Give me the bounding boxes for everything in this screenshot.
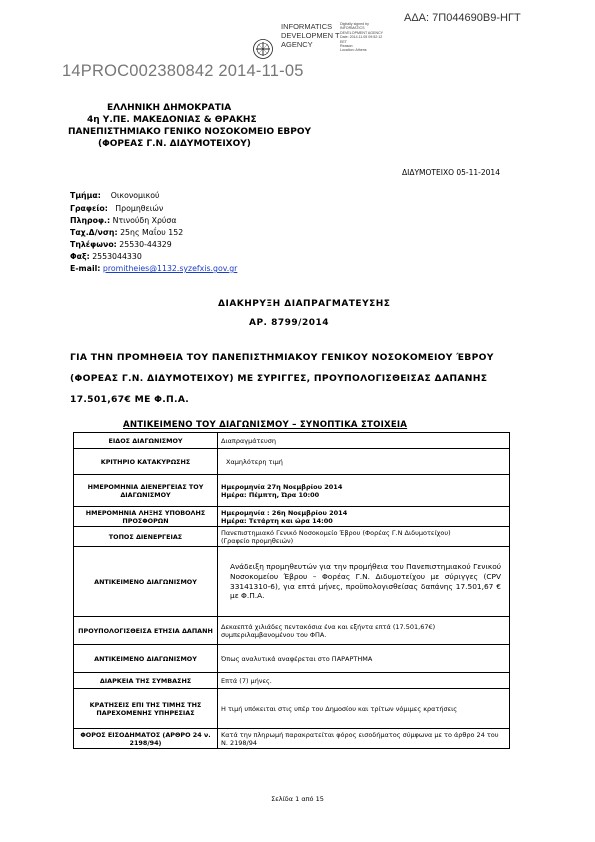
row-key: ΑΝΤΙΚΕΙΜΕΝΟ ΔΙΑΓΩΝΙΣΜΟΥ bbox=[74, 547, 218, 617]
sig-line: Date: 2014.11.05 09:52:12 bbox=[340, 35, 383, 40]
agency-name: INFORMATICS DEVELOPMEN T AGENCY bbox=[281, 22, 340, 49]
row-key: ΗΜΕΡΟΜΗΝΙΑ ΛΗΞΗΣ ΥΠΟΒΟΛΗΣ ΠΡΟΣΦΟΡΩΝ bbox=[74, 507, 218, 527]
row-value: Πανεπιστημιακό Γενικό Νοσοκομείο Έβρου (Φορέας Γ.Ν Διδυμοτείχου) (Γραφείο προμηθειών) bbox=[218, 527, 510, 547]
sig-line: DEVELOPMENT AGENCY bbox=[340, 30, 384, 35]
summary-table bbox=[73, 432, 510, 749]
table-row bbox=[74, 729, 510, 749]
document-title: ΔΙΑΚΗΡΥΞΗ ΔΙΑΠΡΑΓΜΑΤΕΥΣΗΣ bbox=[218, 299, 391, 309]
table-row bbox=[74, 689, 510, 729]
info-office bbox=[70, 204, 163, 213]
info-value: 2553044330 bbox=[92, 252, 142, 261]
info-label: Τηλέφωνο: bbox=[70, 240, 117, 249]
row-value: Κατά την πληρωμή παρακρατείται φόρος εισοδήματος σύμφωνα με το άρθρο 24 του Ν. 2198/94 bbox=[218, 729, 510, 749]
info-value: Ντινούδη Χρύσα bbox=[112, 216, 177, 225]
subject-line: ΓΙΑ ΤΗΝ ΠΡΟΜΗΘΕΙΑ ΤΟΥ ΠΑΝΕΠΙΣΤΗΜΙΑΚΟΥ ΓΕΝΙΚΟΥ ΝΟΣΟΚΟΜΕΙΟΥ ΈΒΡΟΥ bbox=[70, 352, 494, 363]
row-value: Όπως αναλυτικά αναφέρεται στο ΠΑΡΑΡΤΗΜΑ bbox=[218, 645, 510, 673]
row-key: ΚΡΙΤΗΡΙΟ ΚΑΤΑΚΥΡΩΣΗΣ bbox=[74, 449, 218, 475]
header-line: 4η Υ.ΠΕ. ΜΑΚΕΔΟΝΙΑΣ & ΘΡΑΚΗΣ bbox=[87, 115, 257, 125]
table-row bbox=[74, 673, 510, 689]
header-line: ΕΛΛΗΝΙΚΗ ΔΗΜΟΚΡΑΤΙΑ bbox=[107, 103, 232, 113]
table-row bbox=[74, 547, 510, 617]
info-address bbox=[70, 228, 183, 237]
info-contact bbox=[70, 216, 177, 225]
document-date: ΔΙΔΥΜΟΤΕΙΧΟ 05-11-2014 bbox=[402, 168, 500, 177]
digital-signature bbox=[340, 22, 400, 53]
info-label: Ταχ.Δ/νση: bbox=[70, 228, 118, 237]
sig-line: Location: Athens bbox=[340, 48, 367, 53]
ada-code: ΑΔΑ: 7Π044690Β9-ΗΓΤ bbox=[404, 12, 521, 24]
subject-line: (ΦΟΡΕΑΣ Γ.Ν. ΔΙΔΥΜΟΤΕΙΧΟΥ) ΜΕ ΣΥΡΙΓΓΕΣ, ΠΡΟΥΠΟΛΟΓΙΣΘΕΙΣΑΣ ΔΑΠΑΝΗΣ bbox=[70, 373, 488, 384]
row-value: Η τιμή υπόκειται στις υπέρ του Δημοσίου και τρίτων νόμιμες κρατήσεις bbox=[218, 689, 510, 729]
row-key: ΕΙΔΟΣ ΔΙΑΓΩΝΙΣΜΟΥ bbox=[74, 433, 218, 449]
info-department bbox=[70, 191, 160, 200]
row-key: ΦΟΡΟΣ ΕΙΣΟΔΗΜΑΤΟΣ (ΑΡΘΡΟ 24 ν. 2198/94) bbox=[74, 729, 218, 749]
sig-line: Reason: bbox=[340, 44, 354, 49]
email-link[interactable]: promitheies@1132.syzefxis.gov.gr bbox=[102, 264, 238, 273]
row-key: ΑΝΤΙΚΕΙΜΕΝΟ ΔΙΑΓΩΝΙΣΜΟΥ bbox=[74, 645, 218, 673]
row-value: Επτά (7) μήνες. bbox=[218, 673, 510, 689]
row-value: Χαμηλότερη τιμή bbox=[218, 449, 510, 475]
row-key: ΤΟΠΟΣ ΔΙΕΝΕΡΓΕΙΑΣ bbox=[74, 527, 218, 547]
table-row bbox=[74, 475, 510, 507]
sig-line: INFORMATICS bbox=[340, 26, 365, 31]
info-email bbox=[70, 264, 237, 273]
row-value: Ανάδειξη προμηθευτών για την προμήθεια του Πανεπιστημιακού Γενικού Νοσοκομείου Έβρου – Φορέας Γ.Ν. Διδυμοτείχου με σύριγγες (CPV 33141310-6), για επτά μήνες, προϋπολογισθείσας δαπάνης 17.501,67 € με Φ.Π.Α. bbox=[218, 547, 510, 617]
row-value: Διαπραγμάτευση bbox=[218, 433, 510, 449]
row-key: ΔΙΑΡΚΕΙΑ ΤΗΣ ΣΥΜΒΑΣΗΣ bbox=[74, 673, 218, 689]
page-number: Σελίδα 1 από 15 bbox=[271, 795, 324, 803]
table-row bbox=[74, 617, 510, 645]
row-key: ΚΡΑΤΗΣΕΙΣ ΕΠΙ ΤΗΣ ΤΙΜΗΣ ΤΗΣ ΠΑΡΕΧΟΜΕΝΗΣ ΥΠΗΡΕΣΙΑΣ bbox=[74, 689, 218, 729]
row-key: ΗΜΕΡΟΜΗΝΙΑ ΔΙΕΝΕΡΓΕΙΑΣ ΤΟΥ ΔΙΑΓΩΝΙΣΜΟΥ bbox=[74, 475, 218, 507]
table-row bbox=[74, 449, 510, 475]
info-value: 25530-44329 bbox=[119, 240, 172, 249]
row-value: Ημερομηνία : 26η Νοεμβρίου 2014 Ημέρα: Τετάρτη και ώρα 14:00 bbox=[218, 507, 510, 527]
info-fax bbox=[70, 252, 142, 261]
header-line: ΠΑΝΕΠΙΣΤΗΜΙΑΚΟ ΓΕΝΙΚΟ ΝΟΣΟΚΟΜΕΙΟ ΕΒΡΟΥ bbox=[68, 127, 312, 137]
table-row bbox=[74, 433, 510, 449]
sig-line: Digitally signed by bbox=[340, 22, 369, 26]
subject-line: 17.501,67€ ΜΕ Φ.Π.Α. bbox=[70, 394, 190, 405]
row-value: Ημερομηνία 27η Νοεμβρίου 2014 Ημέρα: Πέμπτη, Ώρα 10:00 bbox=[218, 475, 510, 507]
table-row bbox=[74, 507, 510, 527]
procurement-id: 14PROC002380842 2014-11-05 bbox=[62, 62, 304, 80]
info-value: Οικονομικού bbox=[110, 191, 160, 200]
document-number: ΑΡ. 8799/2014 bbox=[249, 318, 329, 328]
sig-line: EET bbox=[340, 39, 347, 44]
row-value: Δεκαεπτά χιλιάδες πεντακόσια ένα και εξήντα επτά (17.501,67€) συμπεριλαμβανομένου του ΦΠΑ. bbox=[218, 617, 510, 645]
info-label: Φαξ: bbox=[70, 252, 90, 261]
info-label: E-mail: bbox=[70, 264, 101, 273]
table-row bbox=[74, 645, 510, 673]
info-phone bbox=[70, 240, 172, 249]
info-label: Πληροφ.: bbox=[70, 216, 111, 225]
info-value: 25ης Μαΐου 152 bbox=[120, 228, 184, 237]
info-value: Προμηθειών bbox=[115, 204, 164, 213]
header-line: (ΦΟΡΕΑΣ Γ.Ν. ΔΙΔΥΜΟΤΕΙΧΟΥ) bbox=[98, 139, 251, 149]
table-row bbox=[74, 527, 510, 547]
row-key: ΠΡΟΥΠΟΛΟΓΙΣΘΕΙΣΑ ΕΤΗΣΙΑ ΔΑΠΑΝΗ bbox=[74, 617, 218, 645]
info-label: Τμήμα: bbox=[70, 191, 101, 200]
info-label: Γραφείο: bbox=[70, 204, 108, 213]
table-title: ΑΝΤΙΚΕΙΜΕΝΟ ΤΟΥ ΔΙΑΓΩΝΙΣΜΟΥ – ΣΥΝΟΠΤΙΚΑ ΣΤΟΙΧΕΙΑ bbox=[123, 420, 408, 430]
greek-seal-icon bbox=[252, 38, 274, 60]
